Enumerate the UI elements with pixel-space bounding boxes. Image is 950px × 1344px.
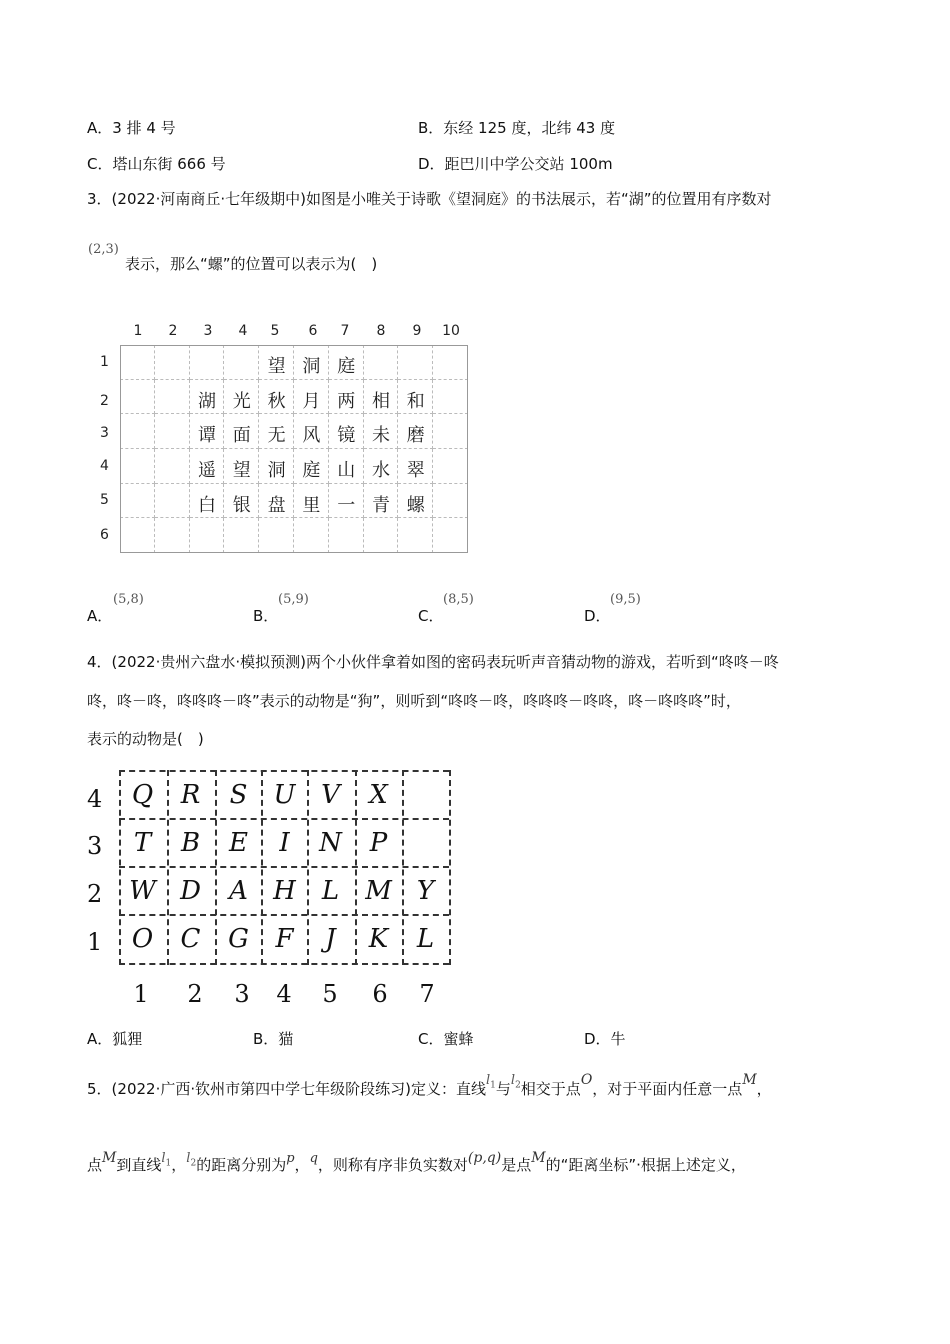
cipher-letter: E xyxy=(229,828,248,858)
q5-stem-line1 xyxy=(87,1072,772,1107)
cipher-letter: M xyxy=(365,876,392,906)
cipher-letter: W xyxy=(129,876,156,906)
grid-row-label: 3 xyxy=(87,832,103,860)
q4-cipher-grid xyxy=(119,770,449,965)
poem-character: 遥 xyxy=(197,460,216,481)
q5-text: 与 xyxy=(495,1080,511,1098)
q5-point-m: M xyxy=(531,1150,546,1166)
q5-line-l2: $l_2$ xyxy=(510,1073,521,1091)
q3-stem-line1: 3．(2022·河南商丘·七年级期中)如图是小唯关于诗歌《望洞庭》的书法展示，若“湖”的位置用有序数对 xyxy=(87,190,772,208)
cipher-letter: T xyxy=(133,828,152,858)
q5-line-l1: $l_1$ xyxy=(161,1151,172,1169)
q5-point-m: M xyxy=(102,1150,117,1166)
cipher-letter: H xyxy=(273,876,296,906)
q3-option-c-value: (8,5) xyxy=(443,592,474,607)
grid-col-label: 7 xyxy=(419,980,435,1008)
q4-stem-line2: 咚，咚－咚，咚咚咚－咚”表示的动物是“狗”，则听到“咚咚－咚，咚咚咚－咚咚，咚－咚咚咚”时， xyxy=(87,692,741,710)
grid-row-label: 4 xyxy=(87,785,103,813)
cipher-letter: Y xyxy=(416,876,435,906)
grid-row-label: 5 xyxy=(100,492,109,508)
poem-character: 秋 xyxy=(267,390,286,412)
poem-character: 山 xyxy=(337,460,356,481)
q4-option-c: C．蜜蜂 xyxy=(418,1030,474,1048)
q4-stem-line3: 表示的动物是( ) xyxy=(87,730,204,748)
q5-text: ， xyxy=(294,1156,310,1174)
grid-col-label: 5 xyxy=(270,323,280,339)
q5-point-o: O xyxy=(580,1072,593,1088)
cipher-letter: J xyxy=(325,924,336,954)
poem-character: 洞 xyxy=(302,356,321,377)
grid-col-label: 3 xyxy=(203,323,213,339)
grid-row-label: 2 xyxy=(100,393,109,409)
poem-character: 庭 xyxy=(337,356,356,377)
grid-row-label: 2 xyxy=(87,880,103,908)
cipher-letter: X xyxy=(369,780,388,810)
q3-option-b-value: (5,9) xyxy=(278,592,309,607)
q2-option-a: A．3 排 4 号 xyxy=(87,119,176,137)
q3-option-d-value: (9,5) xyxy=(610,592,641,607)
cipher-letter: K xyxy=(368,924,389,954)
grid-col-label: 10 xyxy=(442,323,460,339)
cipher-letter: R xyxy=(180,780,201,810)
q5-var-q: q xyxy=(309,1151,318,1166)
grid-row-label: 3 xyxy=(100,425,109,441)
q5-text: 点 xyxy=(87,1156,103,1174)
q5-text: 相交于点 xyxy=(520,1080,581,1098)
cipher-letter: U xyxy=(273,780,296,810)
q2-option-c: C．塔山东街 666 号 xyxy=(87,155,226,173)
q4-option-a: A．狐狸 xyxy=(87,1030,143,1048)
q5-var-p: p xyxy=(286,1151,295,1166)
cipher-letter: G xyxy=(228,924,249,954)
q5-text: 到直线 xyxy=(116,1156,162,1174)
cipher-letter: L xyxy=(416,924,435,954)
q5-stem-line2 xyxy=(87,1150,746,1183)
poem-character: 镜 xyxy=(337,425,356,447)
grid-col-label: 8 xyxy=(376,323,386,339)
q4-option-d: D．牛 xyxy=(584,1030,626,1048)
q5-text: 是点 xyxy=(501,1156,532,1174)
q4-option-b: B．猫 xyxy=(253,1030,294,1048)
grid-col-label: 6 xyxy=(308,323,318,339)
q5-text: ，则称有序非负实数对 xyxy=(317,1156,468,1174)
poem-character: 湖 xyxy=(197,390,216,412)
grid-col-label: 9 xyxy=(412,323,422,339)
poem-character: 一 xyxy=(337,494,356,516)
poem-character: 银 xyxy=(232,494,251,516)
poem-character: 磨 xyxy=(406,425,425,447)
q5-text: 的“距离坐标”·根据上述定义， xyxy=(545,1156,746,1174)
q5-line-l2: $l_2$ xyxy=(186,1151,197,1169)
grid-row-label: 1 xyxy=(100,354,109,370)
poem-character: 翠 xyxy=(406,460,425,481)
q5-text: ，对于平面内任意一点 xyxy=(592,1080,743,1098)
cipher-letter: L xyxy=(321,876,340,906)
q3-option-a-label: A． xyxy=(87,607,113,625)
poem-character: 望 xyxy=(232,460,251,481)
poem-character: 水 xyxy=(371,460,390,481)
cipher-letter: C xyxy=(180,924,201,954)
cipher-letter: O xyxy=(131,924,154,954)
grid-row-label: 1 xyxy=(87,928,103,956)
q2-option-b: B．东经 125 度，北纬 43 度 xyxy=(418,119,616,137)
grid-col-label: 2 xyxy=(187,980,203,1008)
poem-character: 两 xyxy=(337,390,356,412)
poem-character: 庭 xyxy=(302,460,321,481)
poem-character: 盘 xyxy=(267,494,286,516)
q3-option-a-value: (5,8) xyxy=(113,592,144,607)
grid-col-label: 1 xyxy=(133,323,143,339)
grid-col-label: 2 xyxy=(168,323,178,339)
cipher-letter: A xyxy=(229,876,248,906)
q5-line-l1: $l_1$ xyxy=(485,1073,496,1091)
grid-col-label: 1 xyxy=(133,980,149,1008)
q5-pair-pq: (p,q) xyxy=(467,1150,502,1166)
q2-option-d: D．距巴川中学公交站 100m xyxy=(418,155,613,173)
q5-text: ， xyxy=(171,1156,187,1174)
poem-character: 面 xyxy=(232,425,251,447)
q3-option-c-label: C． xyxy=(418,607,444,625)
q5-text: 的距离分别为 xyxy=(196,1156,287,1174)
poem-character: 青 xyxy=(371,494,390,516)
cipher-letter: N xyxy=(319,828,342,858)
cipher-letter: F xyxy=(275,924,294,954)
poem-character: 光 xyxy=(232,390,251,412)
q3-option-b-label: B． xyxy=(253,607,279,625)
grid-row-label: 4 xyxy=(100,458,109,474)
q3-coord: (2,3) xyxy=(88,242,119,257)
poem-character: 望 xyxy=(267,356,286,377)
poem-character: 月 xyxy=(302,390,321,412)
q5-text: 5．(2022·广西·钦州市第四中学七年级阶段练习)定义：直线 xyxy=(87,1080,486,1098)
poem-character: 白 xyxy=(197,494,216,516)
poem-character: 和 xyxy=(406,390,425,412)
grid-col-label: 4 xyxy=(276,980,292,1008)
poem-character: 未 xyxy=(371,425,390,447)
grid-row-label: 6 xyxy=(100,527,109,543)
grid-col-label: 6 xyxy=(372,980,388,1008)
grid-col-label: 5 xyxy=(322,980,338,1008)
cipher-letter: D xyxy=(180,876,201,906)
cipher-letter: S xyxy=(229,780,248,810)
poem-character: 无 xyxy=(267,425,286,447)
poem-character: 谭 xyxy=(197,425,216,447)
cipher-letter: P xyxy=(369,828,388,858)
grid-line xyxy=(449,770,451,965)
q3-grid-border xyxy=(120,345,468,553)
cipher-letter: I xyxy=(279,828,290,858)
poem-character: 风 xyxy=(302,425,321,447)
q4-stem-line1: 4．(2022·贵州六盘水·模拟预测)两个小伙伴拿着如图的密码表玩听声音猜动物的游戏，若听到“咚咚－咚 xyxy=(87,653,779,671)
grid-col-label: 7 xyxy=(340,323,350,339)
cipher-letter: B xyxy=(180,828,201,858)
poem-character: 里 xyxy=(302,494,321,516)
cipher-letter: Q xyxy=(131,780,154,810)
poem-character: 相 xyxy=(371,390,390,412)
poem-character: 螺 xyxy=(406,494,425,516)
q3-option-d-label: D． xyxy=(584,607,611,625)
q5-text: ， xyxy=(756,1080,772,1098)
cipher-letter: V xyxy=(321,780,340,810)
grid-col-label: 4 xyxy=(238,323,248,339)
q5-point-m: M xyxy=(742,1072,757,1088)
poem-character: 洞 xyxy=(267,460,286,481)
grid-col-label: 3 xyxy=(234,980,250,1008)
q3-stem-line2: 表示，那么“螺”的位置可以表示为( ) xyxy=(125,255,378,273)
